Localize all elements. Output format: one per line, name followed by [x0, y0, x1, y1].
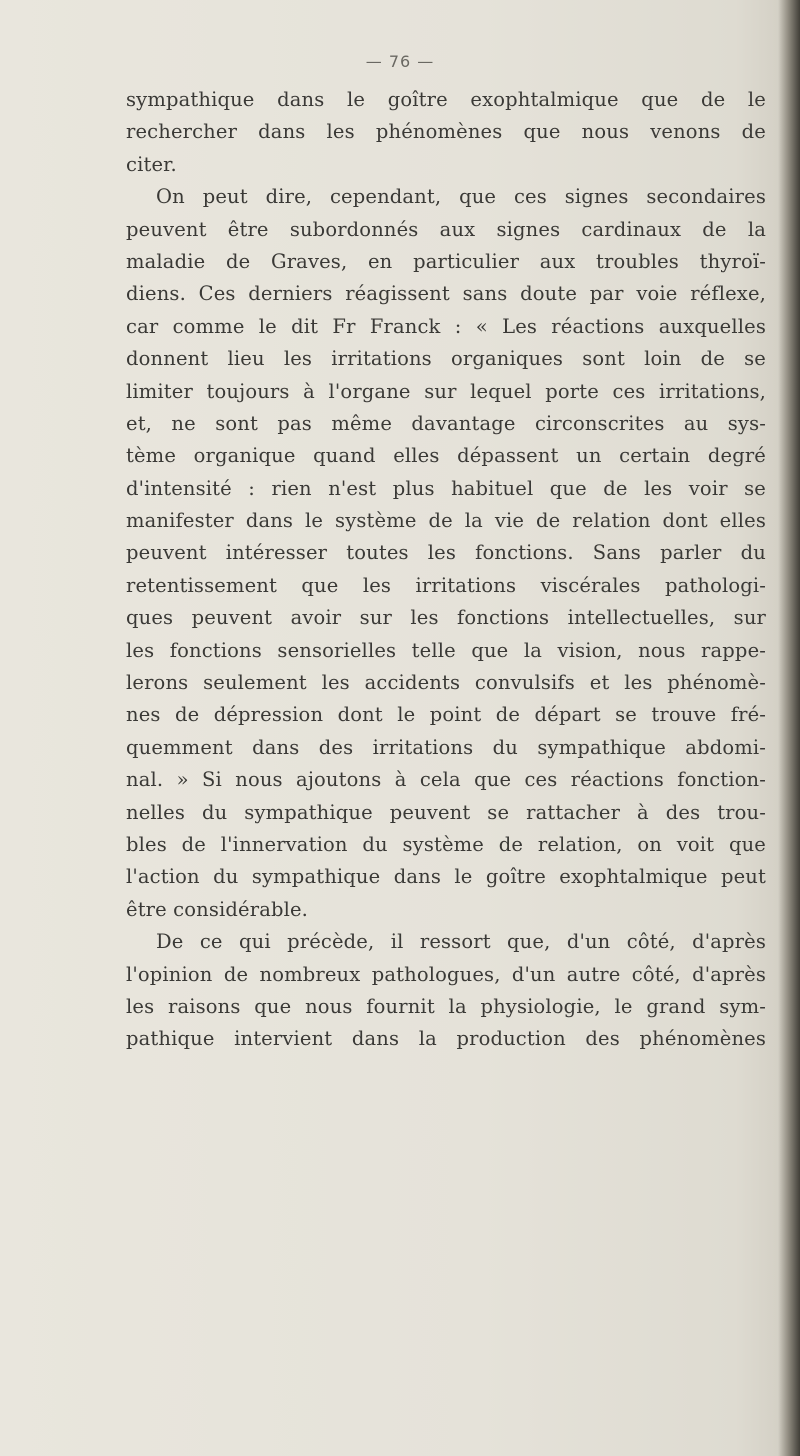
text-line: nes de dépression dont le point de départ se trouve fré- [126, 703, 766, 727]
text-line: lerons seulement les accidents convulsifs et les phénomè- [126, 671, 766, 695]
text-line: maladie de Graves, en particulier aux troubles thyroï- [126, 249, 766, 273]
text-line: De ce qui précède, il ressort que, d'un côté, d'après [156, 930, 766, 954]
text-line: et, ne sont pas même davantage circonscrites au sys- [126, 411, 766, 435]
text-line: peuvent être subordonnés aux signes cardinaux de la [126, 217, 766, 241]
text-line: limiter toujours à l'organe sur lequel porte ces irritations, [126, 379, 766, 403]
text-line: les raisons que nous fournit la physiologie, le grand sym- [126, 994, 766, 1018]
text-line: citer. [126, 152, 177, 176]
text-line: quemment dans des irritations du sympathique abdomi- [126, 735, 766, 759]
text-line: l'opinion de nombreux pathologues, d'un autre côté, d'après [126, 962, 766, 986]
text-line: pathique intervient dans la production des phénomènes [126, 1027, 766, 1051]
text-line: nelles du sympathique peuvent se rattacher à des trou- [126, 800, 766, 824]
text-line: d'intensité : rien n'est plus habituel que de les voir se [126, 476, 766, 500]
text-line: retentissement que les irritations viscérales pathologi- [126, 573, 766, 597]
text-line: nal. » Si nous ajoutons à cela que ces réactions fonction- [126, 768, 766, 792]
text-line: bles de l'innervation du système de relation, on voit que [126, 832, 766, 856]
page-number: — 76 — [365, 52, 435, 71]
text-line: sympathique dans le goître exophtalmique que de le [126, 88, 766, 111]
text-line: les fonctions sensorielles telle que la vision, nous rappe- [126, 638, 766, 662]
body-text [126, 84, 766, 1056]
text-line: tème organique quand elles dépassent un certain degré [126, 444, 766, 468]
text-line: diens. Ces derniers réagissent sans doute par voie réflexe, [126, 282, 766, 306]
text-line: rechercher dans les phénomènes que nous venons de [126, 120, 766, 144]
text-line: donnent lieu les irritations organiques sont loin de se [126, 347, 766, 371]
binding-shadow [778, 0, 800, 1456]
text-line: ques peuvent avoir sur les fonctions intellectuelles, sur [126, 606, 766, 630]
text-line: être considérable. [126, 897, 309, 921]
text-line: car comme le dit Fr Franck : « Les réactions auxquelles [126, 314, 766, 338]
text-line: l'action du sympathique dans le goître exophtalmique peut [126, 865, 766, 889]
text-line: manifester dans le système de la vie de relation dont elles [126, 509, 766, 533]
text-line: peuvent intéresser toutes les fonctions. Sans parler du [126, 541, 766, 565]
text-line: On peut dire, cependant, que ces signes secondaires [156, 185, 766, 209]
